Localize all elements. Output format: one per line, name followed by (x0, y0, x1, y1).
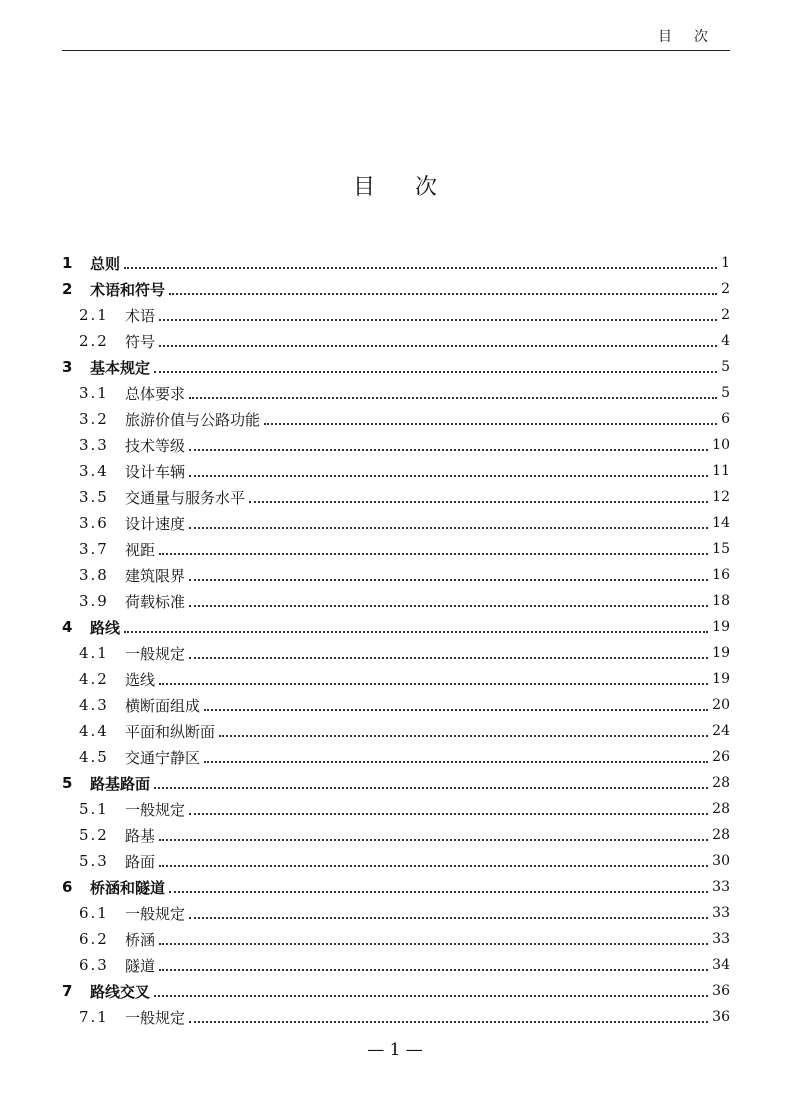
toc-section-entry[interactable] (62, 536, 730, 562)
toc-leader-dots (154, 994, 708, 997)
toc-section-entry[interactable] (62, 380, 730, 406)
toc-entry-number: 4.5 (79, 748, 109, 766)
toc-leader-dots (219, 734, 708, 737)
toc-chapter-entry[interactable] (62, 354, 730, 380)
toc-entry-label: 一般规定 (125, 904, 186, 923)
toc-entry-label: 平面和纵断面 (125, 722, 216, 741)
toc-entry-page: 33 (712, 879, 730, 895)
toc-section-entry[interactable] (62, 406, 730, 432)
toc-section-entry[interactable] (62, 510, 730, 536)
toc-entry-number: 3.5 (79, 488, 109, 506)
toc-leader-dots (189, 656, 708, 659)
toc-entry-number: 6 (62, 878, 73, 896)
toc-entry-number: 4.1 (79, 644, 109, 662)
toc-entry-number: 3 (62, 358, 73, 376)
toc-section-entry[interactable] (62, 692, 730, 718)
toc-entry-page: 26 (712, 749, 730, 765)
toc-entry-number: 3.4 (79, 462, 109, 480)
toc-entry-label: 旅游价值与公路功能 (125, 410, 261, 429)
toc-entry-number: 6.1 (79, 904, 109, 922)
toc-entry-label: 建筑限界 (125, 566, 186, 585)
toc-chapter-entry[interactable] (62, 978, 730, 1004)
toc-entry-page: 12 (712, 489, 730, 505)
toc-entry-page: 33 (712, 931, 730, 947)
toc-chapter-entry[interactable] (62, 614, 730, 640)
toc-entry-page: 10 (712, 437, 730, 453)
toc-entry-number: 5.2 (79, 826, 109, 844)
toc-leader-dots (169, 890, 708, 893)
toc-entry-label: 术语 (125, 306, 156, 325)
toc-entry-page: 2 (721, 281, 730, 297)
toc-leader-dots (249, 500, 708, 503)
toc-entry-page: 34 (712, 957, 730, 973)
toc-entry-number: 2 (62, 280, 73, 298)
toc-section-entry[interactable] (62, 1004, 730, 1030)
toc-entry-number: 4.2 (79, 670, 109, 688)
toc-section-entry[interactable] (62, 432, 730, 458)
toc-entry-page: 28 (712, 775, 730, 791)
toc-entry-number: 6.2 (79, 930, 109, 948)
toc-leader-dots (159, 942, 708, 945)
toc-entry-label: 一般规定 (125, 644, 186, 663)
toc-entry-page: 30 (712, 853, 730, 869)
toc-entry-number: 5.1 (79, 800, 109, 818)
toc-entry-page: 6 (721, 411, 730, 427)
toc-entry-number: 3.3 (79, 436, 109, 454)
toc-leader-dots (189, 578, 708, 581)
toc-entry-label: 设计车辆 (125, 462, 186, 481)
toc-entry-label: 一般规定 (125, 1008, 186, 1027)
toc-section-entry[interactable] (62, 458, 730, 484)
toc-leader-dots (189, 812, 708, 815)
toc-entry-page: 14 (712, 515, 730, 531)
toc-chapter-entry[interactable] (62, 250, 730, 276)
toc-section-entry[interactable] (62, 926, 730, 952)
toc-chapter-entry[interactable] (62, 770, 730, 796)
toc-leader-dots (159, 552, 708, 555)
toc-entry-label: 荷载标准 (125, 592, 186, 611)
toc-entry-number: 3.6 (79, 514, 109, 532)
toc-entry-page: 36 (712, 983, 730, 999)
toc-leader-dots (189, 1020, 708, 1023)
toc-entry-page: 20 (712, 697, 730, 713)
toc-section-entry[interactable] (62, 900, 730, 926)
page-title: 目次 (352, 175, 477, 200)
toc-entry-number: 2.2 (79, 332, 109, 350)
toc-leader-dots (189, 396, 717, 399)
toc-entry-page: 19 (712, 619, 730, 635)
toc-leader-dots (189, 448, 708, 451)
toc-entry-page: 5 (721, 359, 730, 375)
toc-leader-dots (189, 604, 708, 607)
toc-section-entry[interactable] (62, 302, 730, 328)
toc-entry-label: 视距 (125, 540, 156, 559)
header-rule (62, 50, 730, 51)
toc-chapter-entry[interactable] (62, 874, 730, 900)
toc-entry-number: 1 (62, 254, 73, 272)
toc-entry-number: 6.3 (79, 956, 109, 974)
toc-entry-label: 隧道 (125, 956, 156, 975)
toc-entry-page: 5 (721, 385, 730, 401)
toc-entry-number: 3.2 (79, 410, 109, 428)
toc-entry-page: 33 (712, 905, 730, 921)
toc-entry-label: 总体要求 (125, 384, 186, 403)
toc-entry-page: 16 (712, 567, 730, 583)
toc-entry-number: 2.1 (79, 306, 109, 324)
running-header-title: 目次 (658, 29, 730, 45)
toc-entry-label: 路面 (125, 852, 156, 871)
toc-leader-dots (189, 474, 708, 477)
toc-entry-label: 设计速度 (125, 514, 186, 533)
toc-leader-dots (159, 318, 717, 321)
toc-leader-dots (189, 526, 708, 529)
toc-entry-page: 18 (712, 593, 730, 609)
toc-section-entry[interactable] (62, 796, 730, 822)
toc-entry-page: 24 (712, 723, 730, 739)
toc-entry-page: 4 (721, 333, 730, 349)
toc-entry-label: 路线 (90, 618, 121, 637)
toc-leader-dots (204, 760, 708, 763)
toc-entry-page: 28 (712, 827, 730, 843)
toc-section-entry[interactable] (62, 666, 730, 692)
toc-entry-page: 1 (721, 255, 730, 271)
toc-section-entry[interactable] (62, 562, 730, 588)
toc-section-entry[interactable] (62, 718, 730, 744)
toc-leader-dots (154, 370, 717, 373)
toc-entry-number: 5.3 (79, 852, 109, 870)
toc-chapter-entry[interactable] (62, 276, 730, 302)
toc-entry-number: 3.8 (79, 566, 109, 584)
toc-section-entry[interactable] (62, 588, 730, 614)
toc-entry-number: 5 (62, 774, 73, 792)
toc-entry-page: 19 (712, 645, 730, 661)
toc-section-entry[interactable] (62, 744, 730, 770)
toc-section-entry[interactable] (62, 952, 730, 978)
toc-section-entry[interactable] (62, 848, 730, 874)
toc-section-entry[interactable] (62, 328, 730, 354)
toc-leader-dots (159, 344, 717, 347)
toc-entry-page: 2 (721, 307, 730, 323)
toc-entry-label: 路基路面 (90, 774, 151, 793)
toc-leader-dots (159, 838, 708, 841)
toc-leader-dots (189, 916, 708, 919)
toc-entry-number: 4.4 (79, 722, 109, 740)
toc-entry-label: 路线交叉 (90, 982, 151, 1001)
toc-entry-label: 总则 (90, 254, 121, 273)
toc-leader-dots (124, 266, 717, 269)
toc-section-entry[interactable] (62, 822, 730, 848)
toc-leader-dots (159, 682, 708, 685)
toc-entry-label: 交通量与服务水平 (125, 488, 246, 507)
toc-entry-label: 符号 (125, 332, 156, 351)
toc-entry-number: 4 (62, 618, 73, 636)
toc-entry-label: 路基 (125, 826, 156, 845)
toc-leader-dots (204, 708, 708, 711)
table-of-contents (62, 250, 730, 1030)
toc-entry-page: 36 (712, 1009, 730, 1025)
toc-entry-label: 技术等级 (125, 436, 186, 455)
toc-entry-number: 7.1 (79, 1008, 109, 1026)
toc-entry-number: 3.9 (79, 592, 109, 610)
toc-section-entry[interactable] (62, 640, 730, 666)
toc-entry-page: 11 (712, 463, 730, 479)
toc-entry-page: 15 (712, 541, 730, 557)
toc-leader-dots (154, 786, 708, 789)
toc-entry-label: 横断面组成 (125, 696, 201, 715)
toc-entry-page: 28 (712, 801, 730, 817)
toc-leader-dots (159, 864, 708, 867)
toc-entry-label: 一般规定 (125, 800, 186, 819)
toc-leader-dots (124, 630, 708, 633)
toc-entry-page: 19 (712, 671, 730, 687)
toc-leader-dots (169, 292, 717, 295)
toc-entry-number: 3.7 (79, 540, 109, 558)
page-number: — 1 — (367, 1040, 423, 1060)
toc-entry-label: 交通宁静区 (125, 748, 201, 767)
toc-section-entry[interactable] (62, 484, 730, 510)
toc-entry-number: 7 (62, 982, 73, 1000)
toc-entry-number: 3.1 (79, 384, 109, 402)
toc-entry-label: 基本规定 (90, 358, 151, 377)
toc-entry-label: 术语和符号 (90, 280, 166, 299)
toc-entry-label: 选线 (125, 670, 156, 689)
toc-leader-dots (159, 968, 708, 971)
toc-entry-number: 4.3 (79, 696, 109, 714)
toc-leader-dots (264, 422, 717, 425)
toc-entry-label: 桥涵和隧道 (90, 878, 166, 897)
toc-entry-label: 桥涵 (125, 930, 156, 949)
